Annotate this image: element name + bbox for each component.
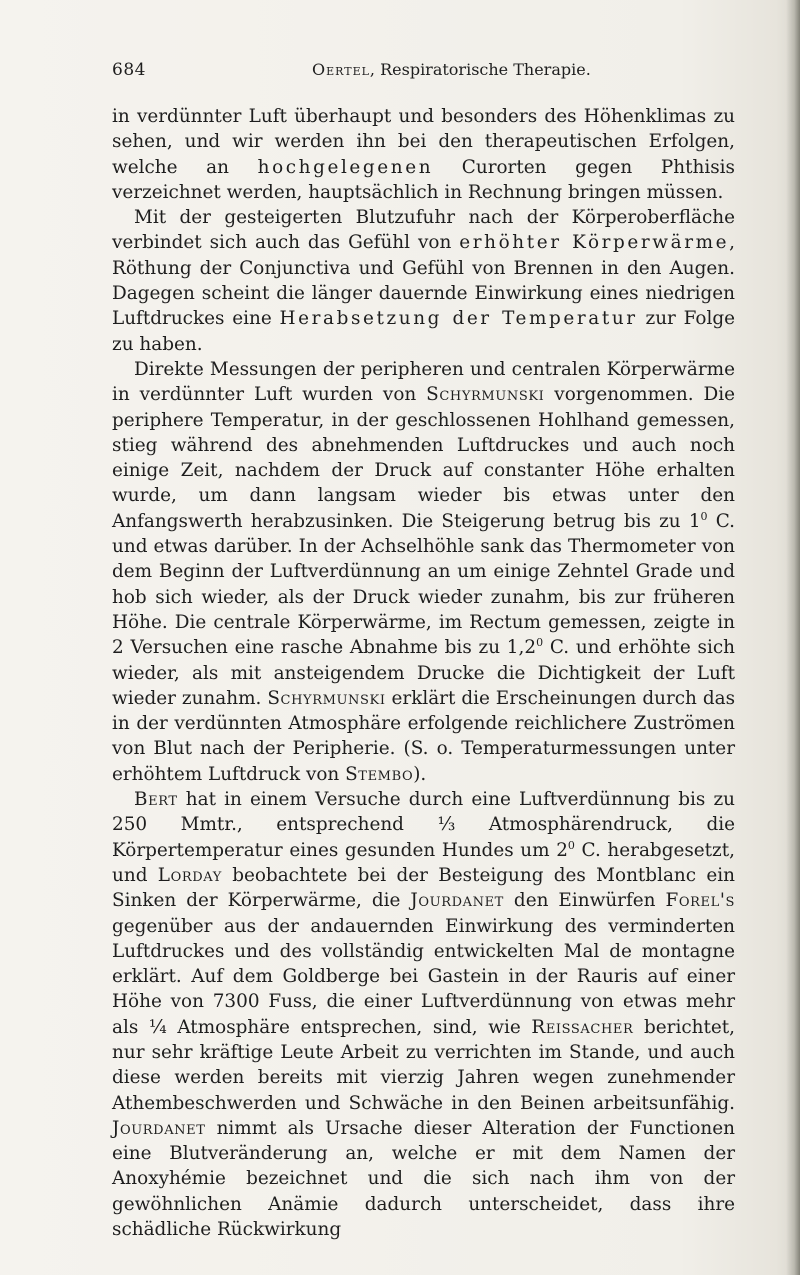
emphasized-text: Herabsetzung der Temperatur: [279, 308, 638, 330]
author-name: Lorday: [157, 864, 222, 886]
text-run: in verdünnter Luft überhaupt und besonders des Höhenklimas zu sehen, und wir werden ihn bei den therapeutischen Erfolgen, welche an: [112, 106, 735, 178]
author-name: Stembo: [345, 763, 414, 785]
text-run: C. und erhöhte sich wieder, als mit ansteigendem Drucke die Dichtigkeit der Luft wieder zunahm.: [112, 637, 735, 709]
author-name: Reissacher: [531, 1016, 634, 1038]
text-run: beobachtete bei der Besteigung des Montblanc ein Sinken der Körperwärme, die: [112, 864, 735, 912]
page-edge-shadow: [786, 0, 800, 1275]
emphasized-text: hochgelegenen: [257, 156, 434, 178]
text-run: den Einwürfen: [503, 890, 666, 912]
author-name: Schyrmunski: [267, 687, 386, 709]
text-run: ).: [413, 763, 427, 785]
text-run: C. herabgesetzt, und: [112, 839, 735, 886]
body-text: [112, 104, 735, 1242]
page-number: 684: [112, 60, 146, 80]
text-run: C. und etwas darüber. In der Achselhöhle sank das Thermometer von dem Beginn der Luftverdünnung an um einige Zehntel Grade und hob sich wieder, als der Druck wieder zunahm, bis zur früheren Höhe. Die centrale Körperwärme, im Rectum gemessen, zeigte in 2 Versuchen eine rasche Abnahme bis zu 1,2: [112, 510, 735, 659]
author-name: Bert: [134, 789, 178, 811]
degree-mark: 0: [536, 636, 544, 650]
header-title: Respiratorische Therapie.: [380, 60, 591, 79]
text-run: erklärt die Erscheinungen durch das in der verdünnten Atmosphäre erfolgende reichlichere Zuströmen von Blut nach der Peripherie. (S. o. Temperaturmessungen unter erhöhtem Luftdruck von: [112, 687, 736, 785]
text-run: nimmt als Ursache dieser Alteration der Functionen eine Blutveränderung an, welche er mit dem Namen der Anoxyhémie bezeichnet und die sich nach ihm von der gewöhnlichen Anämie dadurch unterscheidet, dass ihre schädliche Rückwirkung: [112, 1117, 735, 1241]
emphasized-text: erhöhter Körperwärme: [459, 232, 730, 254]
author-name: Jourdanet: [112, 1117, 206, 1139]
paragraph: [112, 787, 735, 1242]
degree-mark: 0: [567, 838, 575, 852]
header-separator: ,: [369, 60, 381, 79]
author-name: Forel's: [665, 890, 735, 912]
running-header: [112, 60, 692, 88]
text-run: hat in einem Versuche durch eine Luftverdünnung bis zu 250 Mmtr., entsprechend ⅓ Atmosphärendruck, die Körpertemperatur eines gesunden Hundes um 2: [112, 789, 735, 861]
text-run: vorgenommen. Die periphere Temperatur, in der geschlossenen Hohlhand gemessen, stieg während des abnehmenden Luftdruckes und auch noch einige Zeit, nachdem der Druck auf constanter Höhe erhalten wurde, um dann langsam wieder bis etwas unter den Anfangswerth herabzusinken. Die Steigerung betrug bis zu 1: [112, 384, 735, 532]
running-title: [312, 60, 591, 79]
text-run: Mit der gesteigerten Blutzufuhr nach der Körperoberfläche verbindet sich auch das Gefühl von: [112, 207, 735, 254]
paragraph: [112, 205, 735, 357]
paragraph: [112, 357, 735, 787]
degree-mark: 0: [700, 509, 708, 523]
text-run: Curorten gegen Phthisis verzeichnet werden, hauptsächlich in Rechnung bringen müssen.: [112, 156, 735, 203]
text-run: gegenüber aus der andauernden Einwirkung des verminderten Luftdruckes und des vollständig entwickelten Mal de montagne erklärt. Auf dem Goldberge bei Gastein in der Rauris auf einer Höhe von 7300 Fuss, die einer Luftverdünnung von etwas mehr als ¼ Atmosphäre entsprechen, sind, wie: [112, 915, 735, 1038]
text-run: berichtet, nur sehr kräftige Leute Arbeit zu verrichten im Stande, und auch diese werden bereits mit vierzig Jahren wegen zunehmender Athembeschwerden und Schwäche in den Beinen arbeitsunfähig.: [112, 1016, 735, 1114]
text-run: , Röthung der Conjunctiva und Gefühl von Brennen in den Augen. Dagegen scheint die länger dauernde Einwirkung eines niedrigen Luftdruckes eine: [112, 232, 735, 330]
header-author: Oertel: [312, 60, 370, 79]
text-run: zur Folge zu haben.: [112, 308, 735, 355]
author-name: Jourdanet: [410, 890, 504, 912]
author-name: Schyrmunski: [426, 384, 545, 406]
paragraph: [112, 104, 735, 205]
text-run: Direkte Messungen der peripheren und centralen Körperwärme in verdünnter Luft wurden von: [112, 358, 735, 406]
